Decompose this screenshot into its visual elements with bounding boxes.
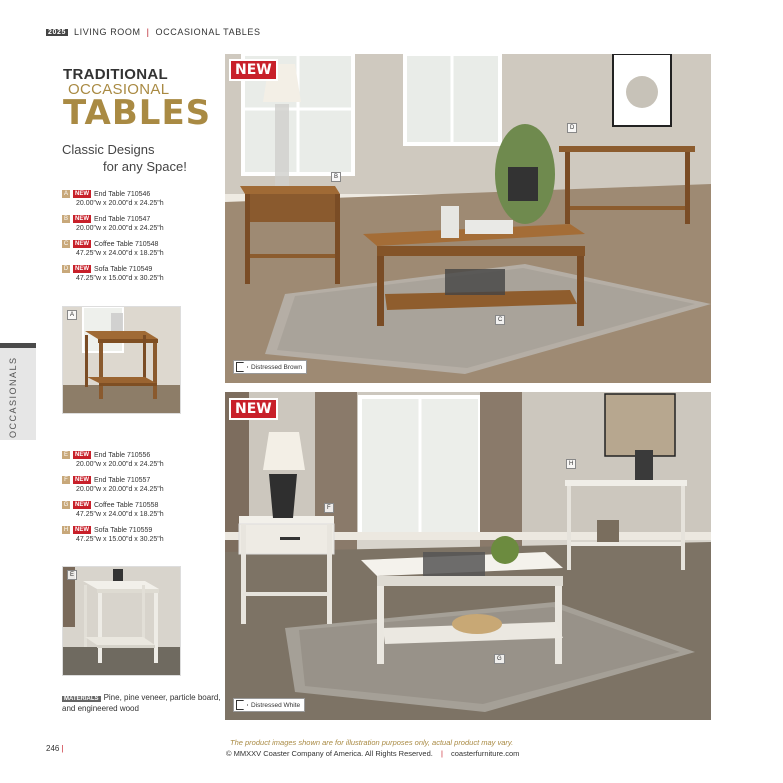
product-sku: 710557	[126, 477, 151, 484]
new-tag: NEW	[75, 216, 89, 223]
product-item	[62, 501, 222, 519]
product-sku: 710556	[126, 452, 151, 459]
pin-b: B	[331, 172, 341, 182]
product-line	[62, 190, 222, 199]
new-badge-1: NEW	[229, 59, 278, 81]
product-line	[62, 476, 222, 485]
product-name: End Table	[94, 477, 126, 484]
finish-text-brown: Distressed Brown	[251, 363, 302, 371]
pin-g: G	[494, 654, 505, 664]
page-number-bar: |	[61, 744, 64, 753]
finish-swatch-icon	[236, 700, 248, 710]
product-name: Sofa Table	[94, 266, 127, 273]
title-line3: TABLES	[63, 93, 212, 133]
title-line1: TRADITIONAL	[63, 66, 168, 83]
subtitle-line2: for any Space!	[103, 159, 187, 174]
page-number	[46, 744, 64, 753]
product-letter: D	[63, 266, 69, 273]
footer-separator: |	[440, 749, 443, 758]
finish-label-white	[233, 698, 305, 712]
copyright-text: © MMXXV Coaster Company of America. All Rights Reserved.	[226, 749, 433, 758]
new-tag: NEW	[75, 527, 89, 534]
category-label: OCCASIONAL TABLES	[155, 27, 261, 37]
new-tag: NEW	[75, 502, 89, 509]
page-header	[46, 27, 261, 37]
finish-swatch-icon	[236, 362, 248, 372]
new-badge-2: NEW	[229, 398, 278, 420]
product-dims: 20.00"w x 20.00"d x 24.25"h	[76, 200, 164, 207]
new-tag: NEW	[75, 266, 89, 273]
product-dims: 47.25"w x 24.00"d x 18.25"h	[76, 511, 164, 518]
product-item	[62, 215, 222, 233]
product-line	[62, 240, 222, 249]
product-dims: 20.00"w x 20.00"d x 24.25"h	[76, 461, 164, 468]
header-separator: |	[146, 27, 150, 37]
product-line	[62, 526, 222, 535]
product-dims: 47.25"w x 15.00"d x 30.25"h	[76, 536, 164, 543]
page-number-text: 246	[46, 744, 60, 753]
room-photo-brown	[225, 54, 711, 383]
product-item	[62, 476, 222, 494]
website-link[interactable]: coasterfurniture.com	[451, 749, 520, 758]
materials-label: MATERIALS	[64, 696, 99, 702]
product-dims: 20.00"w x 20.00"d x 24.25"h	[76, 486, 164, 493]
thumb-pin-a: A	[67, 310, 77, 320]
copyright-line	[226, 749, 519, 758]
materials-note	[62, 693, 222, 713]
product-item	[62, 451, 222, 469]
new-tag: NEW	[75, 241, 89, 248]
product-name: Coffee Table	[94, 241, 134, 248]
new-tag: NEW	[75, 477, 89, 484]
pin-c: C	[495, 315, 505, 325]
product-letter: C	[63, 241, 69, 248]
product-sku: 710558	[135, 502, 159, 509]
product-item	[62, 526, 222, 544]
side-tab-label: OCCASIONALS	[8, 356, 18, 438]
thumb-end-table-brown	[62, 306, 181, 414]
product-item	[62, 240, 222, 258]
product-letter: B	[63, 216, 68, 223]
product-letter: E	[63, 452, 68, 459]
product-sku: 710546	[126, 191, 151, 198]
product-dims: 20.00"w x 20.00"d x 24.25"h	[76, 225, 164, 232]
product-name: End Table	[94, 216, 126, 223]
section-label: LIVING ROOM	[73, 27, 141, 37]
pin-f: F	[324, 503, 334, 513]
new-tag: NEW	[75, 452, 89, 459]
product-name: End Table	[94, 452, 126, 459]
year-box: 2025	[48, 28, 66, 36]
product-name: End Table	[94, 191, 126, 198]
product-letter: H	[63, 527, 69, 534]
subtitle-line1: Classic Designs	[62, 142, 155, 157]
pin-d: D	[567, 123, 577, 133]
thumb-end-table-white	[62, 566, 181, 676]
product-name: Sofa Table	[94, 527, 127, 534]
product-letter: A	[63, 191, 68, 198]
product-dims: 47.25"w x 24.00"d x 18.25"h	[76, 250, 164, 257]
product-line	[62, 451, 222, 460]
thumb-pin-e: E	[67, 570, 77, 580]
product-line	[62, 215, 222, 224]
product-item	[62, 190, 222, 208]
product-item	[62, 265, 222, 283]
product-letter: F	[62, 476, 70, 484]
materials-text: Pine, pine veneer, particle board, and engineered wood	[62, 693, 221, 713]
side-tab	[0, 348, 36, 440]
product-letter: G	[63, 502, 69, 509]
finish-label-brown	[233, 360, 307, 374]
product-sku: 710549	[128, 266, 153, 273]
product-line	[62, 501, 222, 510]
product-sku: 710559	[128, 527, 153, 534]
disclaimer: The product images shown are for illustration purposes only, actual product may vary.	[230, 738, 514, 747]
product-name: Coffee Table	[94, 502, 134, 509]
pin-h: H	[566, 459, 576, 469]
title-line2: OCCASIONAL	[68, 81, 170, 98]
product-sku: 710548	[135, 241, 159, 248]
product-line	[62, 265, 222, 274]
room-photo-white	[225, 392, 711, 720]
product-dims: 47.25"w x 15.00"d x 30.25"h	[76, 275, 164, 282]
new-tag: NEW	[75, 191, 89, 198]
finish-text-white: Distressed White	[251, 701, 301, 709]
product-sku: 710547	[126, 216, 151, 223]
